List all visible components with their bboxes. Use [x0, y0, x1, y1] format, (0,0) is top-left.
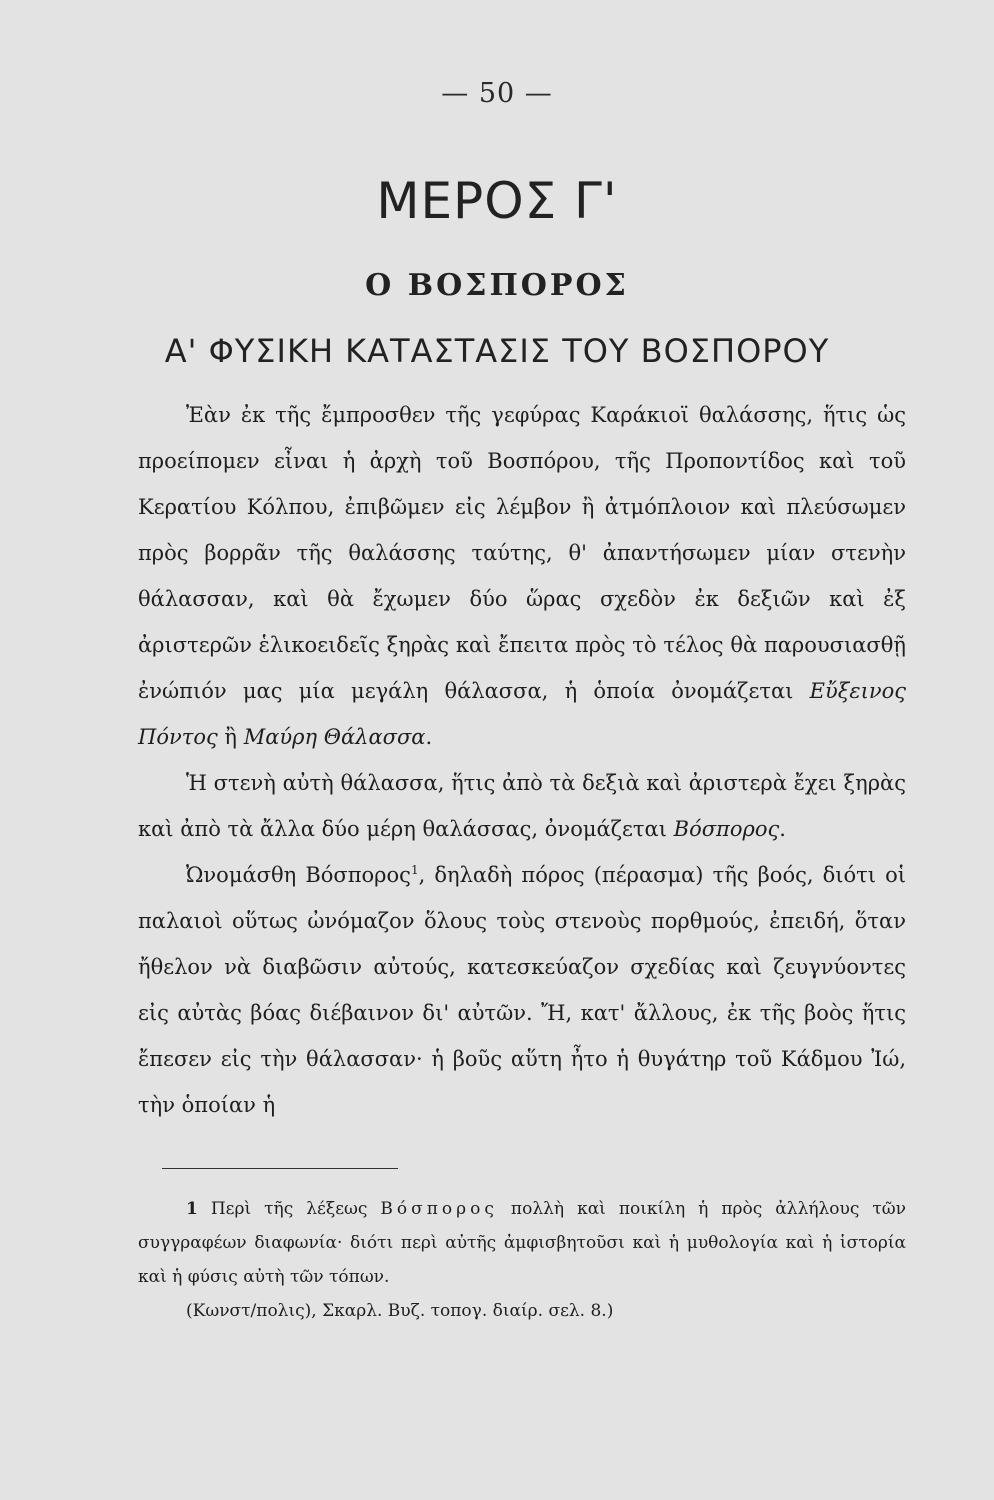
paragraph-1 [138, 392, 906, 760]
footnote-divider [162, 1168, 398, 1169]
chapter-title: Α' ΦΥΣΙΚΗ ΚΑΤΑΣΤΑΣΙΣ ΤΟΥ ΒΟΣΠΟΡΟΥ [164, 332, 830, 370]
footnote-1-start: Περὶ τῆς λέξεως [197, 1199, 381, 1219]
footnote-1 [138, 1192, 906, 1294]
paragraph-1-italic-mavri: Μαύρη Θάλασσα [243, 725, 426, 749]
footnote-1-spaced-word: Βόσπορος [380, 1199, 498, 1219]
section-title: Ο ΒΟΣΠΟΡΟΣ [365, 268, 629, 303]
paragraph-1-end: . [425, 725, 433, 749]
paragraph-3-text: , δηλαδὴ πόρος (πέρασμα) τῆς βοός, διότι οἱ παλαιοὶ οὕτως ὠνόμαζον ὅλους τοὺς στενοὺς πορθμούς, ἐπειδή, ὅταν ἤθελον νὰ διαβῶσιν αὐτούς, κατεσκεύαζον σχεδίας καὶ ζευγνύοντες εἰς αὐτὰς βόας διέβαινον δι' αὐτῶν. Ἤ, κατ' ἄλλους, ἐκ τῆς βοὸς ἥτις ἔπεσεν εἰς τὴν θάλασσαν· ἡ βοῦς αὕτη ἦτο ἡ θυγάτηρ τοῦ Κάδμου Ἰώ, τὴν ὁποίαν ἡ [138, 863, 906, 1117]
footnote-1-rest: πολλὴ καὶ ποικίλη ἡ πρὸς ἀλλήλους τῶν συγγραφέων διαφωνία· διότι περὶ αὐτῆς ἀμφισβητοῦσι καὶ ἡ μυθολογία καὶ ἡ ἱστορία καὶ ἡ φύσις αὐτὴ τῶν τόπων. [138, 1199, 906, 1287]
part-title: ΜΕΡΟΣ Γ' [376, 172, 618, 230]
paragraph-1-italic-euxeinos: Εὔξεινος Πόντος [138, 679, 906, 749]
paragraph-2-italic-vosporos: Βόσπορος [673, 817, 780, 841]
paragraph-1-text: Ἐὰν ἐκ τῆς ἔμπροσθεν τῆς γεφύρας Καράκιοϊ θαλάσσης, ἥτις ὡς προείπομεν εἶναι ἡ ἀρχὴ τοῦ Βοσπόρου, τῆς Προποντίδος καὶ τοῦ Κερατίου Κόλπου, ἐπιβῶμεν εἰς λέμβον ἢ ἀτμόπλοιον καὶ πλεύσωμεν πρὸς βορρᾶν τῆς θαλάσσης ταύτης, θ' ἀπαντήσωμεν μίαν στενὴν θάλασσαν, καὶ θὰ ἔχωμεν δύο ὥρας σχεδὸν ἐκ δεξιῶν καὶ ἐξ ἀριστερῶν ἑλικοειδεῖς ξηρὰς καὶ ἔπειτα πρὸς τὸ τέλος θὰ παρουσιασθῇ ἐνώπιόν μας μία μεγάλη θάλασσα, ἡ ὁποία ὀνομάζεται [138, 403, 906, 703]
footnotes [138, 1192, 906, 1328]
paragraph-1-connector: ἢ [217, 725, 244, 749]
paragraph-2-end: . [779, 817, 786, 841]
paragraph-2-text: Ἡ στενὴ αὐτὴ θάλασσα, ἥτις ἀπὸ τὰ δεξιὰ καὶ ἀριστερὰ ἔχει ξηρὰς καὶ ἀπὸ τὰ ἄλλα δύο μέρη θαλάσσας, ὀνομάζεται [138, 771, 906, 841]
footnote-reference[interactable]: 1 [410, 863, 419, 877]
paragraph-3 [138, 852, 906, 1128]
footnote-1-citation: (Κωνστ/πολις), Σκαρλ. Βυζ. τοπογ. διαίρ. σελ. 8.) [186, 1301, 614, 1321]
footnote-marker: 1 [186, 1199, 198, 1219]
body-text [138, 392, 906, 1128]
paragraph-3-start: Ὠνομάσθη Βόσπορος [186, 863, 411, 887]
paragraph-2 [138, 760, 906, 852]
page-number: — 50 — [441, 78, 553, 109]
